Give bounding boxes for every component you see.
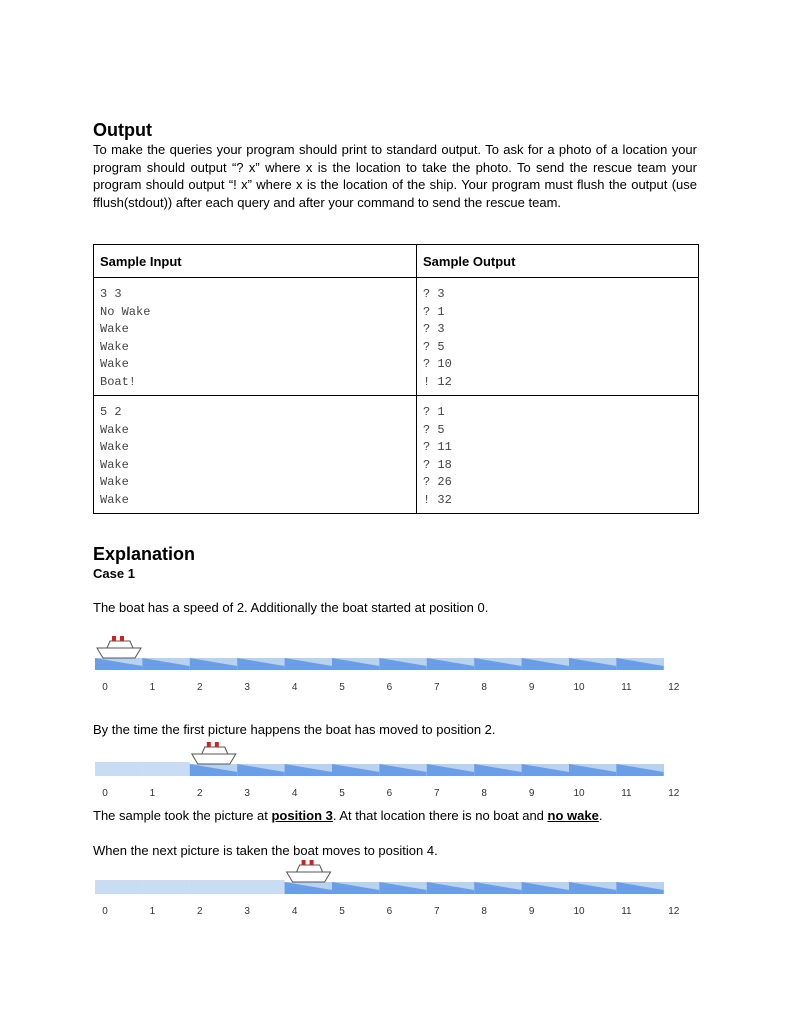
axis-tick-label: 11 bbox=[621, 788, 632, 799]
wake-diagram-3-svg bbox=[93, 852, 701, 922]
sample-output-line: ! 32 bbox=[423, 492, 452, 507]
axis-tick-label: 0 bbox=[102, 788, 108, 799]
axis-tick-label: 5 bbox=[339, 906, 345, 917]
wake-diagram-2-svg bbox=[93, 734, 701, 804]
sample-output-line: ? 5 bbox=[423, 339, 445, 354]
axis-tick-label: 3 bbox=[244, 682, 250, 693]
explanation-heading: Explanation bbox=[93, 544, 196, 564]
sample-output-cell bbox=[417, 396, 699, 514]
axis-tick-label: 6 bbox=[386, 906, 393, 917]
position-3-emphasis: position 3 bbox=[271, 808, 333, 823]
boat-funnel bbox=[215, 742, 219, 747]
sample-output-line: ? 26 bbox=[423, 475, 452, 489]
axis-tick-label: 2 bbox=[197, 906, 203, 917]
boat-funnel bbox=[120, 636, 124, 641]
boat-funnel bbox=[207, 742, 211, 747]
boat-icon bbox=[287, 860, 331, 882]
axis-tick-label: 12 bbox=[668, 682, 680, 693]
sample-table-row bbox=[94, 396, 699, 514]
sample-input-line: Wake bbox=[100, 339, 129, 354]
axis-tick-label: 4 bbox=[291, 906, 298, 917]
sentence-3-after: . bbox=[598, 808, 603, 823]
axis-tick-label: 7 bbox=[434, 682, 440, 693]
axis-tick-label: 10 bbox=[573, 906, 585, 917]
boat-funnel bbox=[302, 860, 306, 865]
axis-tick-label: 6 bbox=[386, 682, 393, 693]
wake-diagram-2 bbox=[93, 734, 701, 804]
axis-tick-label: 3 bbox=[244, 906, 250, 917]
boat-cabin bbox=[107, 641, 133, 648]
sample-input-line: Wake bbox=[100, 475, 129, 489]
sample-output-line: ? 3 bbox=[423, 287, 445, 301]
axis-tick-label: 0 bbox=[102, 906, 108, 917]
wake-diagram-1 bbox=[93, 628, 701, 698]
boat-hull bbox=[192, 754, 236, 764]
axis-tick-label: 10 bbox=[573, 788, 585, 799]
sample-input-line: Wake bbox=[100, 457, 129, 472]
sample-table-header bbox=[94, 245, 699, 278]
axis-tick-label: 1 bbox=[149, 682, 156, 693]
axis-tick-label: 4 bbox=[291, 682, 298, 693]
sample-output-cell bbox=[417, 278, 699, 396]
sample-table-row bbox=[94, 278, 699, 396]
water-segment bbox=[95, 880, 142, 894]
sample-output-line: ? 11 bbox=[423, 440, 452, 454]
wake-diagram-3 bbox=[93, 852, 701, 922]
axis-tick-label: 9 bbox=[528, 788, 535, 799]
axis-tick-label: 2 bbox=[197, 788, 203, 799]
explanation-sentence-2: By the time the first picture happens the boat has moved to position 2. bbox=[93, 722, 496, 737]
axis-tick-label: 2 bbox=[197, 682, 203, 693]
sample-table bbox=[93, 244, 699, 514]
axis-tick-label: 4 bbox=[291, 788, 298, 799]
sample-input-line: Wake bbox=[100, 440, 129, 454]
sample-output-line: ! 12 bbox=[423, 374, 452, 389]
sample-output-header: Sample Output bbox=[417, 245, 699, 278]
sample-input-cell bbox=[94, 278, 417, 396]
sample-output-line: ? 5 bbox=[423, 422, 445, 437]
sample-input-line: 3 3 bbox=[100, 287, 122, 301]
no-wake-emphasis: no wake bbox=[547, 808, 599, 823]
axis-tick-label: 9 bbox=[528, 906, 535, 917]
sample-input-line: Wake bbox=[100, 357, 129, 371]
water-segment bbox=[237, 880, 284, 894]
boat-icon bbox=[192, 742, 236, 764]
axis-tick-label: 9 bbox=[528, 682, 535, 693]
water-segment bbox=[142, 762, 189, 776]
sentence-3-middle: . At that location there is no boat and bbox=[332, 808, 548, 823]
water-segment bbox=[190, 880, 237, 894]
sample-input-line: Boat! bbox=[100, 374, 137, 389]
water-segment bbox=[95, 762, 142, 776]
axis-tick-label: 8 bbox=[481, 906, 487, 917]
explanation-sentence-4: When the next picture is taken the boat moves to position 4. bbox=[93, 843, 438, 858]
sample-output-line: ? 1 bbox=[423, 405, 445, 419]
axis-tick-label: 10 bbox=[573, 682, 585, 693]
sample-output-line: ? 3 bbox=[423, 322, 445, 336]
axis-tick-label: 8 bbox=[481, 788, 487, 799]
sample-output-line: ? 18 bbox=[423, 457, 452, 472]
explanation-sentence-1: The boat has a speed of 2. Additionally the boat started at position 0. bbox=[93, 600, 489, 615]
axis-tick-label: 7 bbox=[434, 788, 440, 799]
boat-cabin bbox=[297, 865, 323, 872]
sample-input-line: 5 2 bbox=[100, 405, 122, 419]
sample-input-line: Wake bbox=[100, 322, 129, 336]
axis-tick-label: 0 bbox=[102, 682, 108, 693]
boat-funnel bbox=[112, 636, 116, 641]
explanation-sentence-3 bbox=[93, 808, 602, 823]
axis-tick-label: 5 bbox=[339, 682, 345, 693]
axis-tick-label: 6 bbox=[386, 788, 393, 799]
axis-tick-label: 12 bbox=[668, 788, 680, 799]
axis-tick-label: 5 bbox=[339, 788, 345, 799]
output-heading: Output bbox=[93, 120, 152, 140]
axis-tick-label: 3 bbox=[244, 788, 250, 799]
sample-input-line: No Wake bbox=[100, 304, 151, 319]
sentence-3-before: The sample took the picture at bbox=[93, 808, 272, 823]
output-description: To make the queries your program should print to standard output. To ask for a photo of a location your program should output “? x” where x is the location to take the photo. To send the rescue team your program should output “! x” where x is the location of the ship. Your program must flush the output (use fflush(stdout)) after each query and after your command to send the rescue team. bbox=[93, 142, 697, 210]
axis-tick-label: 11 bbox=[621, 906, 632, 917]
sample-output-line: ? 1 bbox=[423, 304, 445, 319]
axis-tick-label: 7 bbox=[434, 906, 440, 917]
axis-tick-label: 1 bbox=[149, 906, 156, 917]
axis-tick-label: 12 bbox=[668, 906, 680, 917]
wake-diagram-1-svg bbox=[93, 628, 701, 698]
sample-output-line: ? 10 bbox=[423, 357, 452, 371]
axis-tick-label: 1 bbox=[149, 788, 156, 799]
water-segment bbox=[142, 880, 189, 894]
boat-icon bbox=[97, 636, 141, 658]
boat-cabin bbox=[202, 747, 228, 754]
boat-funnel bbox=[310, 860, 314, 865]
sample-input-line: Wake bbox=[100, 492, 129, 507]
case-label: Case 1 bbox=[93, 566, 135, 581]
sample-input-header: Sample Input bbox=[94, 245, 417, 278]
boat-hull bbox=[97, 648, 141, 658]
sample-input-line: Wake bbox=[100, 422, 129, 437]
axis-tick-label: 11 bbox=[621, 682, 632, 693]
sample-input-cell bbox=[94, 396, 417, 514]
axis-tick-label: 8 bbox=[481, 682, 487, 693]
boat-hull bbox=[287, 872, 331, 882]
